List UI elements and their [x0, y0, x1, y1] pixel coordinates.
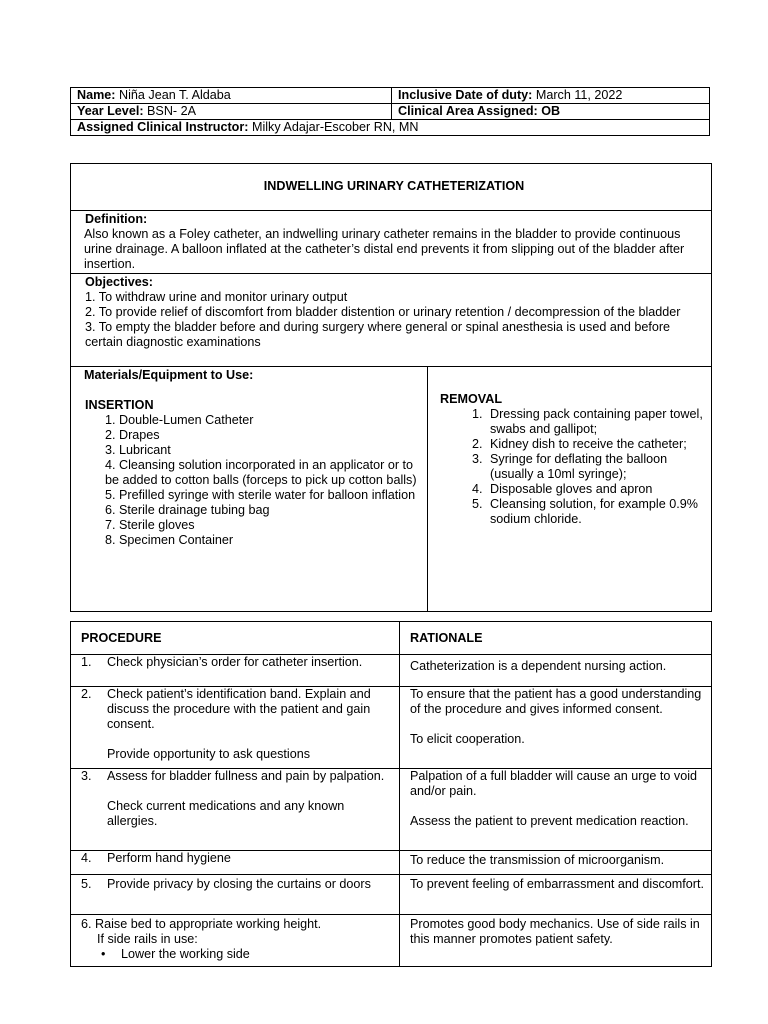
objective-item: 2. To provide relief of discomfort from bladder distention or urinary retention / decompression of the bladder — [85, 305, 681, 319]
rationale-text: To prevent feeling of embarrassment and discomfort. — [400, 875, 712, 915]
rationale-column-header: RATIONALE — [400, 622, 712, 655]
insertion-materials-cell — [71, 367, 428, 612]
removal-item: 4. Disposable gloves and apron — [486, 482, 703, 497]
procedure-overview-table — [70, 163, 712, 612]
date-label: Inclusive Date of duty: — [398, 88, 533, 102]
insertion-item: 7. Sterile gloves — [105, 518, 195, 532]
procedure-step: 5. Provide privacy by closing the curtains or doors — [71, 875, 400, 915]
document-title: INDWELLING URINARY CATHETERIZATION — [71, 164, 712, 211]
instructor-value: Milky Adajar-Escober RN, MN — [248, 120, 419, 134]
definition-section — [71, 211, 712, 274]
area-label: Clinical Area Assigned: — [398, 104, 538, 118]
removal-item: 5. Cleansing solution, for example 0.9% sodium chloride. — [486, 497, 703, 527]
bullet-icon: • — [101, 947, 106, 961]
year-value: BSN- 2A — [143, 104, 197, 118]
procedure-step: 1. Check physician’s order for catheter insertion. — [71, 655, 400, 687]
year-label: Year Level: — [77, 104, 144, 118]
insertion-list — [85, 413, 419, 458]
name-cell — [71, 88, 392, 104]
name-value: Niña Jean T. Aldaba — [115, 88, 231, 102]
date-value: March 11, 2022 — [532, 88, 623, 102]
insertion-heading: INSERTION — [85, 398, 154, 412]
date-cell — [392, 88, 710, 104]
definition-text: Also known as a Foley catheter, an indwelling urinary catheter remains in the bladder to provide continuous urine drainage. A balloon inflated at the catheter’s distal end prevents it from slipping out of the bladder after insertion. — [84, 227, 685, 271]
removal-materials-cell — [428, 367, 712, 612]
rationale-text: Promotes good body mechanics. Use of side rails in this manner promotes patient safety. — [400, 915, 712, 967]
instructor-cell — [71, 120, 710, 136]
name-label: Name: — [77, 88, 116, 102]
year-cell — [71, 104, 392, 120]
insertion-item: 3. Lubricant — [105, 443, 171, 457]
rationale-text: Palpation of a full bladder will cause an urge to void and/or pain. Assess the patient to prevent medication reaction. — [400, 769, 712, 851]
instructor-label: Assigned Clinical Instructor: — [77, 120, 249, 134]
insertion-item: 6. Sterile drainage tubing bag — [105, 503, 270, 517]
materials-label: Materials/Equipment to Use: — [84, 368, 254, 382]
area-value: OB — [537, 104, 561, 118]
objective-item: 3. To empty the bladder before and during surgery where general or spinal anesthesia is used and before certain diagnostic examinations — [85, 320, 671, 349]
procedure-rationale-table — [70, 621, 712, 967]
area-cell — [392, 104, 710, 120]
procedure-column-header: PROCEDURE — [71, 622, 400, 655]
rationale-text: Catheterization is a dependent nursing action. — [400, 655, 712, 687]
bullet-item: • Lower the working side — [101, 947, 250, 961]
insertion-list-wrap — [85, 458, 419, 503]
rationale-text: To reduce the transmission of microorganism. — [400, 851, 712, 875]
insertion-item: 8. Specimen Container — [105, 533, 234, 547]
removal-heading: REMOVAL — [440, 392, 503, 406]
procedure-step: 2. Check patient’s identification band. Explain and discuss the procedure with the patient and gain consent. Provide opportunity to ask questions — [71, 687, 400, 769]
removal-list — [440, 407, 703, 527]
rationale-text: To ensure that the patient has a good understanding of the procedure and gives informed consent. To elicit cooperation. — [400, 687, 712, 769]
objective-item: 1. To withdraw urine and monitor urinary output — [85, 290, 348, 304]
insertion-list-end — [85, 503, 419, 548]
definition-label: Definition: — [85, 212, 148, 226]
removal-item: 2. Kidney dish to receive the catheter; — [486, 437, 703, 452]
student-info-table — [70, 87, 710, 136]
insertion-item: 4. Cleansing solution incorporated in an applicator or to be added to cotton balls (forceps to pick up cotton balls) — [105, 458, 417, 487]
procedure-step: 3. Assess for bladder fullness and pain by palpation. Check current medications and any known allergies. — [71, 769, 400, 851]
procedure-step: 6. Raise bed to appropriate working height. If side rails in use: • Lower the working side — [71, 915, 400, 967]
removal-item: 3. Syringe for deflating the balloon (usually a 10ml syringe); — [486, 452, 703, 482]
insertion-item: 1. Double-Lumen Catheter — [105, 413, 254, 427]
objectives-label: Objectives: — [85, 275, 153, 289]
insertion-item: 2. Drapes — [105, 428, 160, 442]
insertion-item: 5. Prefilled syringe with sterile water for balloon inflation — [105, 488, 416, 502]
procedure-step: 4. Perform hand hygiene — [71, 851, 400, 875]
removal-item: 1. Dressing pack containing paper towel, swabs and gallipot; — [486, 407, 703, 437]
objectives-section — [71, 274, 712, 367]
